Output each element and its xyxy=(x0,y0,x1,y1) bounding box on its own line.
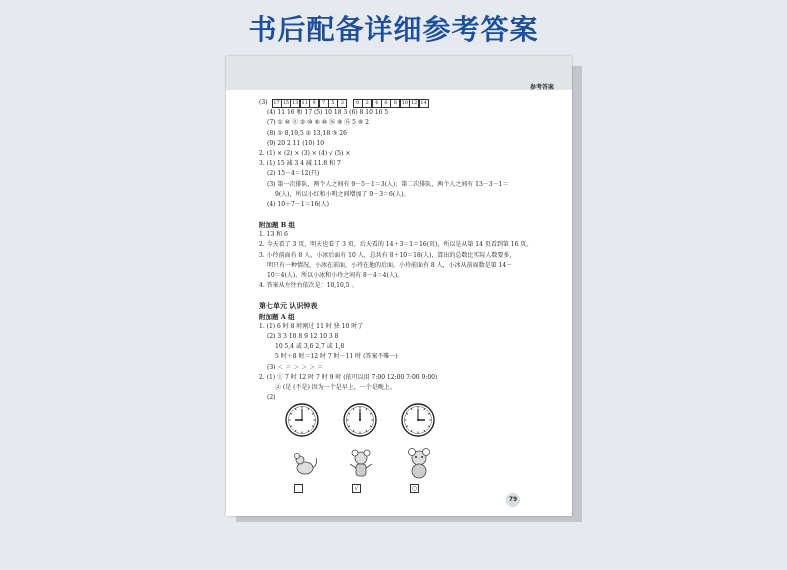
sequence-cell: 6 xyxy=(381,99,391,108)
sequence-cell: 13 xyxy=(292,100,299,106)
answer-line: 2. (1) × (2) × (3) × (4) √ (5) × xyxy=(259,149,351,157)
answer-line: (2) 15－4＝12(只) xyxy=(267,170,320,178)
page-number: 79 xyxy=(506,493,520,507)
mouse-figure-icon xyxy=(346,448,376,482)
sequence-cell: 12 xyxy=(411,100,418,106)
section-a-title: 附加题 A 组 xyxy=(259,312,295,321)
box-sequence-group-2 xyxy=(353,98,428,108)
answer-line: 9(人)，所以小红和小明之间增加了 9－3＝6(人)。 xyxy=(275,190,410,198)
answer-line: (2) xyxy=(267,394,276,402)
sequence-cell: 2 xyxy=(362,99,372,108)
sequence-cell: 10 xyxy=(401,100,408,106)
answer-page xyxy=(226,56,572,516)
answer-line: ② (是 (不是) 因为一个是早上，一个是晚上。 xyxy=(275,383,396,391)
answer-line: (3) ＜ ＝ ＞ ＞ ＞ ＝ xyxy=(267,363,323,371)
answer-lines-b xyxy=(259,230,549,291)
answer-line: (4) 10＋7－1＝16(人) xyxy=(267,200,329,208)
answer-line: 10＝4(人)，所以小冰和小玲之间有 8－4＝4(人)。 xyxy=(267,272,404,279)
sequence-cell: 17 xyxy=(273,100,280,106)
animal-row xyxy=(286,448,456,490)
answer-line: 3. (1) 15 减 3 4 减 11.8 和 7 xyxy=(259,160,341,168)
answer-line: 明只有一种情况，小冰在前面，小玲在他的后面。小玲前面有 8 人，小冰从前面数是第 14－ xyxy=(267,261,513,269)
section-b-title: 附加题 B 组 xyxy=(259,221,296,230)
sequence-cell: 4 xyxy=(372,99,382,108)
answer-line: (7) ① ⑩ ⑪ ② ⑩ ⑥ ⑩ ⑯ ⑨ ⑮ 5 ⑧ 2 xyxy=(267,119,369,127)
box-sequence-label: (3) xyxy=(259,99,268,106)
answer-line: (4) 11 16 和 17 (5) 10 18 3 (6) 8 10 16 5 xyxy=(267,109,389,117)
sequence-cell: 11 xyxy=(301,100,308,106)
answer-line: 4. 答案从左往右依次是：10,10,5 。 xyxy=(259,282,358,290)
answer-line: (3) 第一次排队，两个人之间有 9－5－1＝3(人)；第二次排队，两个人之间有 13－3－1＝ xyxy=(267,180,509,188)
sequence-cell: 8 xyxy=(390,99,400,108)
box-sequence-row xyxy=(259,98,549,108)
answer-line: 1. 13 和 6 xyxy=(259,231,288,239)
sequence-cell: 9 xyxy=(309,99,319,108)
page-header xyxy=(226,56,572,90)
sequence-cell: 7 xyxy=(319,99,329,108)
answer-lines-c xyxy=(259,322,549,404)
header-label: 参考答案 xyxy=(529,84,554,91)
answer-box-2: √ xyxy=(352,484,361,493)
sequence-cell: 15 xyxy=(282,100,290,106)
answer-box-1 xyxy=(294,484,303,493)
box-sequence-group-1 xyxy=(272,98,347,108)
answer-line: 10 5,4 或 3,6 2,7 或 1,8 xyxy=(275,343,345,351)
sequence-cell: 0 xyxy=(353,99,363,108)
answer-content xyxy=(259,98,549,403)
chapter-title: 第七单元 认识钟表 xyxy=(259,301,318,311)
clock-icon xyxy=(400,402,436,438)
answer-line: 3. 小玲前面有 8 人，小冰后面有 10 人，总共有 8＋10＝18(人)，算出的总数比实际人数要多， xyxy=(259,251,516,259)
sequence-cell: 5 xyxy=(328,99,338,108)
answer-line: (2) 3 3 10 8 9 12 10 3 8 xyxy=(267,332,339,340)
answer-line: (8) ① 8,19,5 ② 13,18 ③ 26 xyxy=(267,129,347,137)
clock-row xyxy=(284,402,454,452)
sequence-cell: 14 xyxy=(420,100,427,106)
answer-line: 2. (1) ① 7 时 12 时 7 时 9 时 (依可以用 7:00 12:00 7:00 9:00) xyxy=(259,373,438,381)
answer-line: 2. 今天看了 3 页，明天也看了 3 页，后天看的 14＋3＝1＝16(页)，所以是从第 14 页看到第 16 页。 xyxy=(259,241,533,249)
answer-lines-a xyxy=(259,108,549,210)
answer-box-3: ○ xyxy=(411,485,418,492)
clock-icon xyxy=(342,402,378,438)
clock-icon xyxy=(284,402,320,438)
sequence-cell: 3 xyxy=(337,99,347,108)
banner-title: 书后配备详细参考答案 xyxy=(248,13,539,46)
answer-line: (9) 20 2 11 (10) 10 xyxy=(267,139,325,147)
answer-line: 5 时＋8 时＝12 时 7 时－11 时 (答案不唯一) xyxy=(275,353,398,361)
mouse-figure-icon xyxy=(290,448,320,478)
mouse-figure-icon xyxy=(404,448,434,482)
answer-line: 1. (1) 6 时 8 时刚过 11 时 快 10 时了 xyxy=(259,322,364,330)
